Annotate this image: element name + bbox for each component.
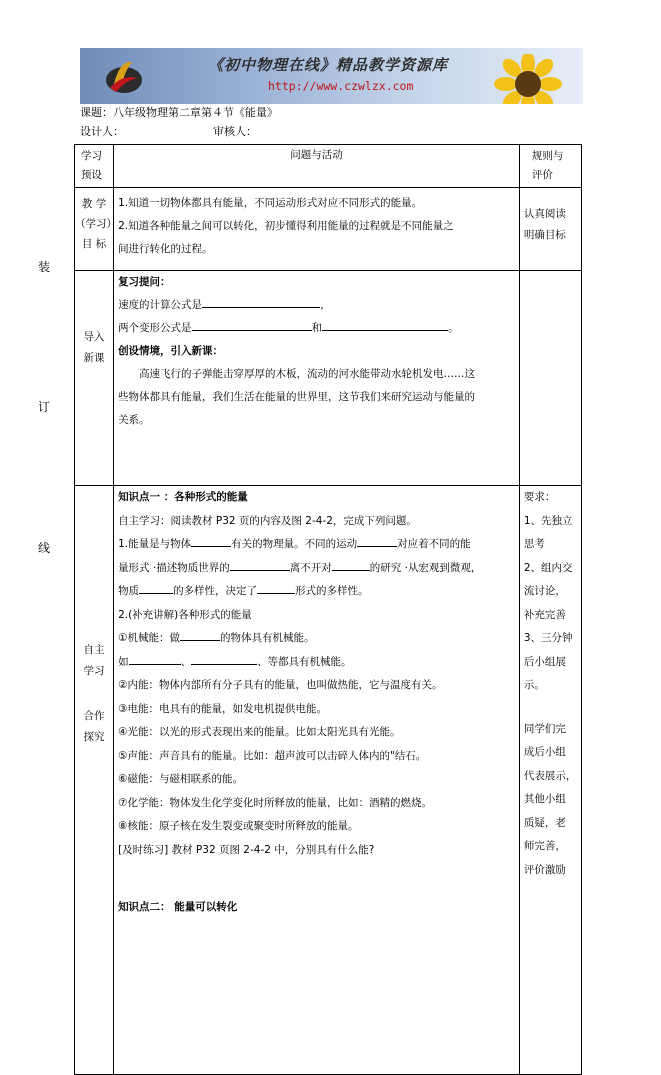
banner-title: 《初中物理在线》精品教学资源库 xyxy=(208,56,449,74)
study-rule-line: 流讨论， xyxy=(523,585,566,597)
scene-title: 创设情境，引入新课： xyxy=(118,345,224,357)
reviewer-label: 审核人： xyxy=(213,125,257,138)
study-rule-line: 成后小组 xyxy=(523,746,566,758)
review-question: 两个变形公式是 和 。 xyxy=(118,317,519,340)
study-label: 合作 xyxy=(83,710,105,722)
study-rule-line: 1、先独立 xyxy=(523,514,573,527)
study-label: 自主 xyxy=(83,644,105,656)
fill-blank-line: 物质 的多样性，决定了 形式的多样性。 xyxy=(118,580,519,604)
study-rule-line: 要求： xyxy=(523,491,556,503)
energy-form-line: ⑦化学能：物体发生化学变化时所释放的能量，比如：酒精的燃烧。 xyxy=(118,796,432,809)
energy-forms-heading: 2.(补充讲解)各种形式的能量 xyxy=(118,608,252,621)
goals-label: 目 标 xyxy=(81,238,107,250)
goals-rule: 明确目标 xyxy=(523,229,566,241)
col-header-preset: 学习预设 xyxy=(81,150,102,181)
study-rule-line: 2、组内交 xyxy=(523,561,573,574)
course-title: 课题：八年级物理第二章第４节《能量》 xyxy=(80,106,278,119)
energy-form-line: ③电能：电具有的能量，如发电机提供电能。 xyxy=(118,702,327,715)
goals-label: 教 学 xyxy=(81,198,107,210)
goals-label: （学习） xyxy=(75,218,117,230)
brand-logo-icon xyxy=(102,54,144,98)
study-rule-line: 后小组展 xyxy=(523,655,566,668)
fill-blank-line: 1.能量是与物体 有关的物理量。不同的运动 对应着不同的能 xyxy=(118,533,519,557)
goal-line: 2.知道各种能量之间可以转化，初步懂得利用能量的过程就是不同能量之 xyxy=(118,220,454,232)
study-rule-line: 其他小组 xyxy=(523,793,566,805)
study-rule-line: 同学们完 xyxy=(523,722,566,735)
fill-blank-line: 量形式 ·描述物质世界的 离不开对 的研究 ·从宏观到微观， xyxy=(118,557,519,581)
review-question: 速度的计算公式是 ， xyxy=(118,294,519,317)
energy-form-line: ⑧核能：原子核在发生裂变或聚变时所释放的能量。 xyxy=(118,820,359,832)
study-rule-line: 师完善， xyxy=(523,840,566,852)
review-title: 复习提问： xyxy=(118,276,171,288)
fill-blank-line: ①机械能：做 的物体具有机械能。 xyxy=(118,627,519,651)
energy-form-line: ⑤声能：声音具有的能量。比如：超声波可以击碎人体内的"结石。 xyxy=(118,749,427,762)
goals-row xyxy=(75,188,582,271)
study-rule-line: 代表展示， xyxy=(523,769,577,782)
binding-mark: 线 xyxy=(38,541,51,555)
table-header-row xyxy=(75,145,582,188)
intro-row xyxy=(75,271,582,486)
goal-line: 间进行转化的过程。 xyxy=(118,243,213,255)
energy-form-line: ④光能：以光的形式表现出来的能量。比如太阳光具有光能。 xyxy=(118,726,401,738)
goals-rule: 认真阅读 xyxy=(523,208,566,220)
goal-line: 1.知道一切物体都具有能量，不同运动形式对应不同形式的能量。 xyxy=(118,197,423,209)
col-header-activity: 问题与活动 xyxy=(290,149,343,161)
fill-blank-line: 如 、 、等都具有机械能。 xyxy=(118,651,519,675)
practice-question: [及时练习] 教材 P32 页图 2-4-2 中，分别具有什么能? xyxy=(118,843,375,856)
designer-label: 设计人： xyxy=(80,125,124,138)
scene-line: 些物体都具有能量，我们生活在能量的世界里，这节我们来研究运动与能量的 xyxy=(118,391,476,403)
resource-banner xyxy=(80,48,583,104)
col-header-rules: 规则与评价 xyxy=(531,150,564,181)
intro-label: 新课 xyxy=(83,352,105,364)
intro-label: 导入 xyxy=(83,331,105,343)
study-label: 学习 xyxy=(83,665,105,677)
study-rule-line: 评价激励 xyxy=(523,863,566,876)
study-rule-line: 质疑，老 xyxy=(523,816,566,829)
study-rule-line: 3、三分钟 xyxy=(523,632,573,644)
energy-form-line: ②内能：物体内部所有分子具有的能量，也叫做热能，它与温度有关。 xyxy=(118,679,443,691)
binding-mark: 装 xyxy=(38,260,51,274)
sunflower-icon xyxy=(488,54,568,104)
banner-url: http://www.czwlzx.com xyxy=(268,79,414,93)
knowledge-point-1-title: 知识点一 ：各种形式的能量 xyxy=(118,491,248,503)
self-study-instruction: 自主学习：阅读教材 P32 页的内容及图 2-4-2，完成下列问题。 xyxy=(118,514,417,527)
scene-line: 关系。 xyxy=(118,414,150,426)
scene-line: 高速飞行的子弹能击穿厚厚的木板，流动的河水能带动水轮机发电……这 xyxy=(139,368,476,380)
binding-mark: 订 xyxy=(38,400,51,414)
study-rule-line: 思考 xyxy=(523,538,545,550)
lesson-plan-table xyxy=(74,144,582,1075)
energy-form-line: ⑥磁能：与磁相联系的能。 xyxy=(118,773,243,785)
study-label: 探究 xyxy=(83,731,105,743)
study-rule-line: 示。 xyxy=(523,679,545,691)
study-rule-line: 补充完善 xyxy=(523,608,566,621)
study-row xyxy=(75,486,582,1075)
knowledge-point-2-title: 知识点二： 能量可以转化 xyxy=(118,901,238,913)
